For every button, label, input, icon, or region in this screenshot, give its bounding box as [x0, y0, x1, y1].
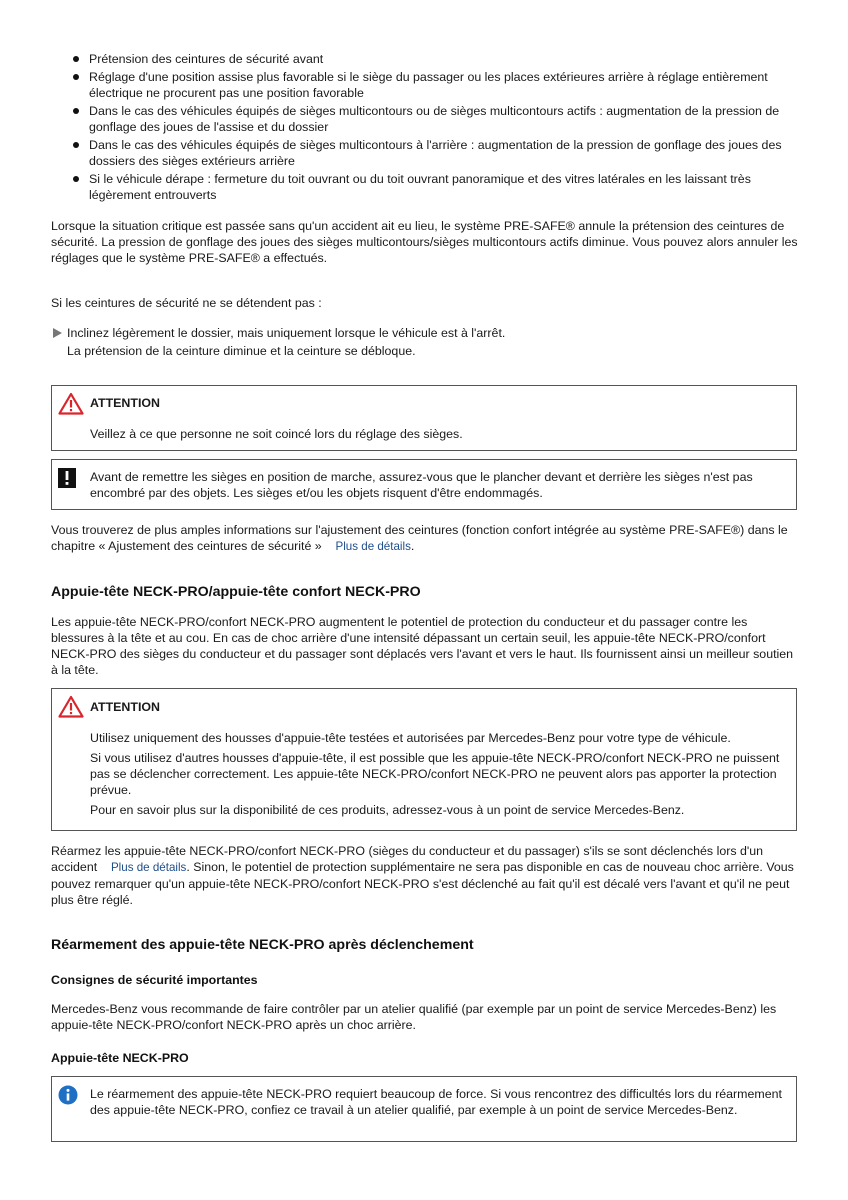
- bullet-icon: [73, 74, 79, 80]
- step-instruction: Inclinez légèrement le dossier, mais uniquement lorsque le véhicule est à l'arrêt.: [67, 326, 506, 340]
- bullet-list: [70, 51, 800, 205]
- warning-text: Pour en savoir plus sur la disponibilité de ces produits, adressez-vous à un point de service Mercedes-Benz.: [90, 803, 685, 817]
- subtitle-neck-pro: Appuie-tête NECK-PRO: [51, 1051, 189, 1065]
- bullet-icon: [73, 108, 79, 114]
- details-link[interactable]: Plus de détails: [110, 861, 187, 874]
- list-item: Si le véhicule dérape : fermeture du toit ouvrant ou du toit ouvrant panoramique et des vitres latérales en les laissant très légèrement entrouverts: [70, 171, 800, 203]
- info-text: Le réarmement des appuie-tête NECK-PRO requiert beaucoup de force. Si vous rencontrez des difficultés lors du réarmement des appuie-tête NECK-PRO, confiez ce travail à un atelier qualifié, par exemple à un point de service Mercedes-Benz.: [90, 1087, 782, 1117]
- warning-text: Si vous utilisez d'autres housses d'appuie-tête, il est possible que les appuie-tête NECK-PRO/confort NECK-PRO ne puissent pas se déclencher correctement. Les appuie-tête NECK-PRO/confort NECK-PRO ne peuvent alors pas apporter la protection prévue.: [90, 751, 780, 797]
- bullet-icon: [73, 56, 79, 62]
- instruction-step: [51, 325, 799, 359]
- warning-box: [51, 385, 797, 451]
- bullet-icon: [73, 176, 79, 182]
- list-item: Dans le cas des véhicules équipés de sièges multicontours ou de sièges multicontours actifs : augmentation de la pression de gonflage des joues de l'assise et du dossier: [70, 103, 800, 135]
- neck-pro-paragraph: Les appuie-tête NECK-PRO/confort NECK-PRO augmentent le potentiel de protection du conducteur et du passager contre les blessures à la tête et au cou. En cas de choc arrière d'une intensité dépassant un certain seuil, les appuie-tête NECK-PRO/confort NECK-PRO des sièges du conducteur et du passager sont déplacés vers l'avant et vers le haut. Ils fournissent ainsi un meilleur soutien à la tête.: [51, 615, 794, 677]
- section-title-reset: Réarmement des appuie-tête NECK-PRO après déclenchement: [51, 937, 474, 953]
- belts-paragraph: Si les ceintures de sécurité ne se détendent pas :: [51, 296, 322, 310]
- warning-heading: ATTENTION: [90, 396, 160, 410]
- subtitle-safety: Consignes de sécurité importantes: [51, 973, 258, 987]
- notice-text: Avant de remettre les sièges en position de marche, assurez-vous que le plancher devant et derrière les sièges n'est pas encombré par des objets. Les sièges et/ou les objets risquent d'être endommagés.: [90, 470, 753, 500]
- warning-text: Veillez à ce que personne ne soit coincé lors du réglage des sièges.: [90, 427, 463, 441]
- info-box: [51, 1076, 797, 1142]
- list-item: Prétension des ceintures de sécurité avant: [70, 51, 800, 67]
- warning-heading: ATTENTION: [90, 700, 160, 714]
- info-icon: [58, 1085, 78, 1105]
- safety-paragraph: Mercedes-Benz vous recommande de faire contrôler par un atelier qualifié (par exemple par un point de service Mercedes-Benz) les appuie-tête NECK-PRO/confort NECK-PRO après un choc arrière.: [51, 1002, 777, 1032]
- bullet-icon: [73, 142, 79, 148]
- warning-text: Utilisez uniquement des housses d'appuie-tête testées et autorisées par Mercedes-Benz pour votre type de véhicule.: [90, 731, 731, 745]
- warning-triangle-icon: [58, 695, 84, 718]
- warning-triangle-icon: [58, 392, 84, 415]
- list-item: Dans le cas des véhicules équipés de sièges multicontours à l'arrière : augmentation de la pression de gonflage des joues des dossiers des sièges extérieurs arrière: [70, 137, 800, 169]
- section-title-neck-pro: Appuie-tête NECK-PRO/appuie-tête confort NECK-PRO: [51, 584, 421, 600]
- step-result: La prétension de la ceinture diminue et la ceinture se débloque.: [67, 344, 416, 358]
- reset-paragraph: Réarmez les appuie-tête NECK-PRO/confort NECK-PRO (sièges du conducteur et du passager) s'ils se sont déclenchés lors d'un accident Plus de détails. Sinon, le potentiel de protection supplémentaire ne sera pas disponible en cas de nouveau choc arrière. Vous pouvez remarquer qu'un appuie-tête NECK-PRO/confort NECK-PRO s'est déclenché au fait qu'il est décalé vers l'avant et qu'il ne peut plus être réglé.: [51, 844, 794, 907]
- step-arrow-icon: [53, 328, 62, 338]
- presafe-paragraph: Lorsque la situation critique est passée sans qu'un accident ait eu lieu, le système PRE-SAFE® annule la prétension des ceintures de sécurité. La pression de gonflage des joues des sièges multicontours/sièges multicontours actifs diminue. Vous pouvez alors annuler les réglages que le système PRE-SAFE® a effectués.: [51, 219, 798, 265]
- warning-box: [51, 688, 797, 831]
- notice-box: [51, 459, 797, 510]
- exclamation-icon: [58, 468, 76, 488]
- list-item: Réglage d'une position assise plus favorable si le siège du passager ou les places extérieures arrière à réglage entièrement électrique ne procurent pas une position favorable: [70, 69, 800, 101]
- more-info-paragraph: Vous trouverez de plus amples informations sur l'ajustement des ceintures (fonction confort intégrée au système PRE-SAFE®) dans le chapitre « Ajustement des ceintures de sécurité » Plus de détails.: [51, 523, 788, 553]
- details-link[interactable]: Plus de détails: [335, 540, 411, 553]
